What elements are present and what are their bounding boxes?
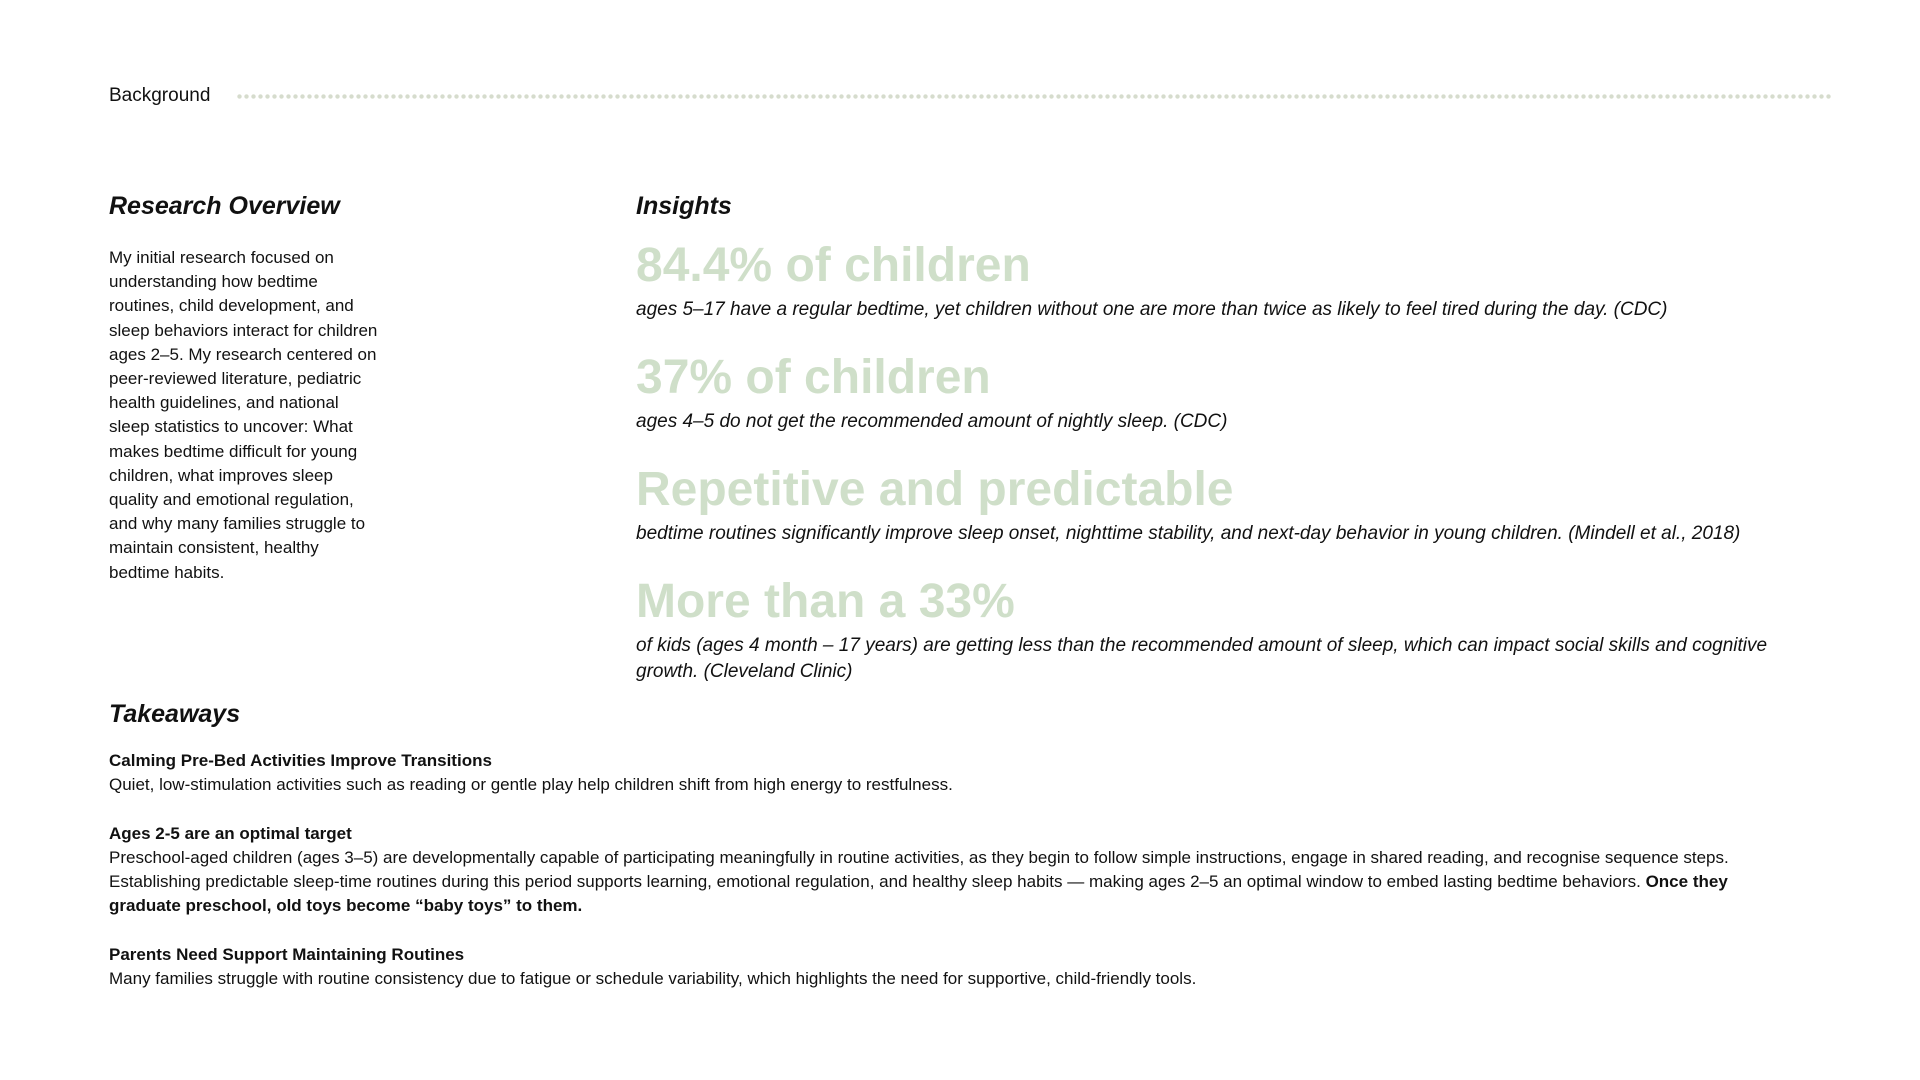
insights (636, 191, 1776, 685)
takeaway-title: Ages 2-5 are an optimal target (109, 823, 352, 843)
insight-item (636, 238, 1776, 323)
insight-item (636, 574, 1776, 685)
insight-stat: 37% of children (636, 351, 991, 404)
takeaway-body-wrapper (109, 846, 1799, 919)
overview-heading: Research Overview (109, 192, 340, 220)
overview-body: My initial research focused on understanding how bedtime routines, child development, and sleep behaviors interact for children ages 2–5. My research centered on peer-reviewed literature, pediatric health guidelines, and national sleep statistics to uncover: What makes bedtime difficult for young children, what improves sleep quality and emotional regulation, and why many families struggle to maintain consistent, healthy bedtime habits. (109, 248, 378, 582)
insight-item (636, 462, 1776, 547)
section-label: Background (109, 85, 211, 106)
takeaway-body: Preschool-aged children (ages 3–5) are developmentally capable of participating meaningfully in routine activities, as they begin to follow simple instructions, engage in shared reading, and recognise sequence steps. Establishing predictable sleep-time routines during this period supports learning, emotional regulation, and healthy sleep habits — making ages 2–5 an optimal window to embed lasting bedtime behaviors. (109, 847, 1729, 892)
section-header (109, 84, 1831, 108)
takeaway-title: Parents Need Support Maintaining Routines (109, 944, 465, 964)
takeaway-title: Calming Pre-Bed Activities Improve Transitions (109, 751, 492, 770)
insight-description: of kids (ages 4 month – 17 years) are getting less than the recommended amount of sleep, which can impact social skills and cognitive growth. (Cleveland Clinic) (636, 635, 1768, 682)
dotted-divider (236, 94, 1831, 99)
insight-description: ages 5–17 have a regular bedtime, yet children without one are more than twice as likely to feel tired during the day. (CDC) (636, 299, 1668, 320)
takeaways (109, 699, 1799, 991)
takeaway-item (109, 822, 1799, 919)
takeaway-item (109, 749, 1799, 798)
insights-heading: Insights (636, 192, 732, 220)
insight-stat: Repetitive and predictable (636, 463, 1234, 516)
takeaway-body: Many families struggle with routine consistency due to fatigue or schedule variability, which highlights the need for supportive, child-friendly tools. (109, 969, 1197, 989)
takeaways-heading: Takeaways (109, 700, 241, 728)
insight-description: ages 4–5 do not get the recommended amount of nightly sleep. (CDC) (636, 411, 1228, 432)
insight-stat: More than a 33% (636, 575, 1015, 628)
takeaway-emphasis: Once they graduate preschool, old toys become “baby toys” to them. (109, 872, 1728, 916)
insight-description: bedtime routines significantly improve sleep onset, nighttime stability, and next-day behavior in young children. (Mindell et al., 2018) (636, 523, 1741, 544)
insight-item (636, 350, 1776, 435)
insight-stat: 84.4% of children (636, 239, 1031, 292)
takeaway-body: Quiet, low-stimulation activities such as reading or gentle play help children shift from high energy to restfulness. (109, 775, 953, 795)
research-overview (109, 191, 379, 585)
takeaway-item (109, 943, 1799, 992)
